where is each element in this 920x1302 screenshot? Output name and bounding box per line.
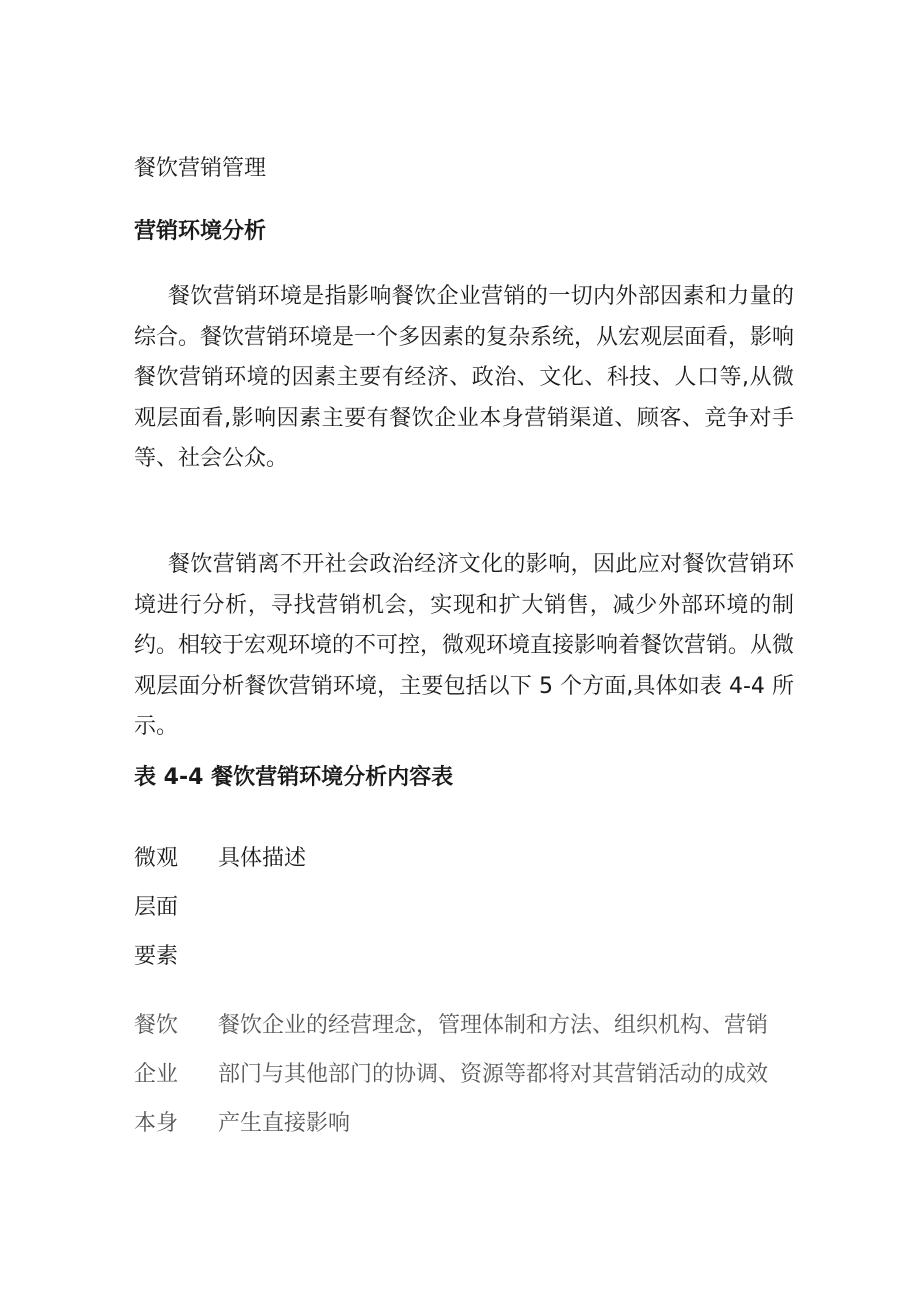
document-title: 餐饮营销管理 — [134, 156, 267, 181]
table-cell-factor: 餐饮企业本身 — [134, 1013, 179, 1136]
table-header-factor: 微观层面要素 — [134, 846, 179, 969]
paragraph-2: 餐饮营销离不开社会政治经济文化的影响，因此应对餐饮营销环境进行分析，寻找营销机会，实现和扩大销售，减少外部环境的制约。相较于宏观环境的不可控，微观环境直接影响着餐饮营销。从微观层面分析餐饮营销环境，主要包括以下 5 个方面,具体如表 4-4 所示。 — [134, 552, 795, 739]
paragraph-1: 餐饮营销环境是指影响餐饮企业营销的一切内外部因素和力量的综合。餐饮营销环境是一个多因素的复杂系统，从宏观层面看，影响餐饮营销环境的因素主要有经济、政治、文化、科技、人口等,从微观层面看,影响因素主要有餐饮企业本身营销渠道、顾客、竞争对手等、社会公众。 — [134, 284, 795, 471]
table-header-description: 具体描述 — [218, 846, 307, 871]
section-heading: 营销环境分析 — [134, 219, 267, 244]
table-cell-description: 餐饮企业的经营理念，管理体制和方法、组织机构、营销部门与其他部门的协调、资源等都将对其营销活动的成效产生直接影响 — [218, 1013, 769, 1136]
table-caption: 表 4-4 餐饮营销环境分析内容表 — [134, 765, 454, 790]
